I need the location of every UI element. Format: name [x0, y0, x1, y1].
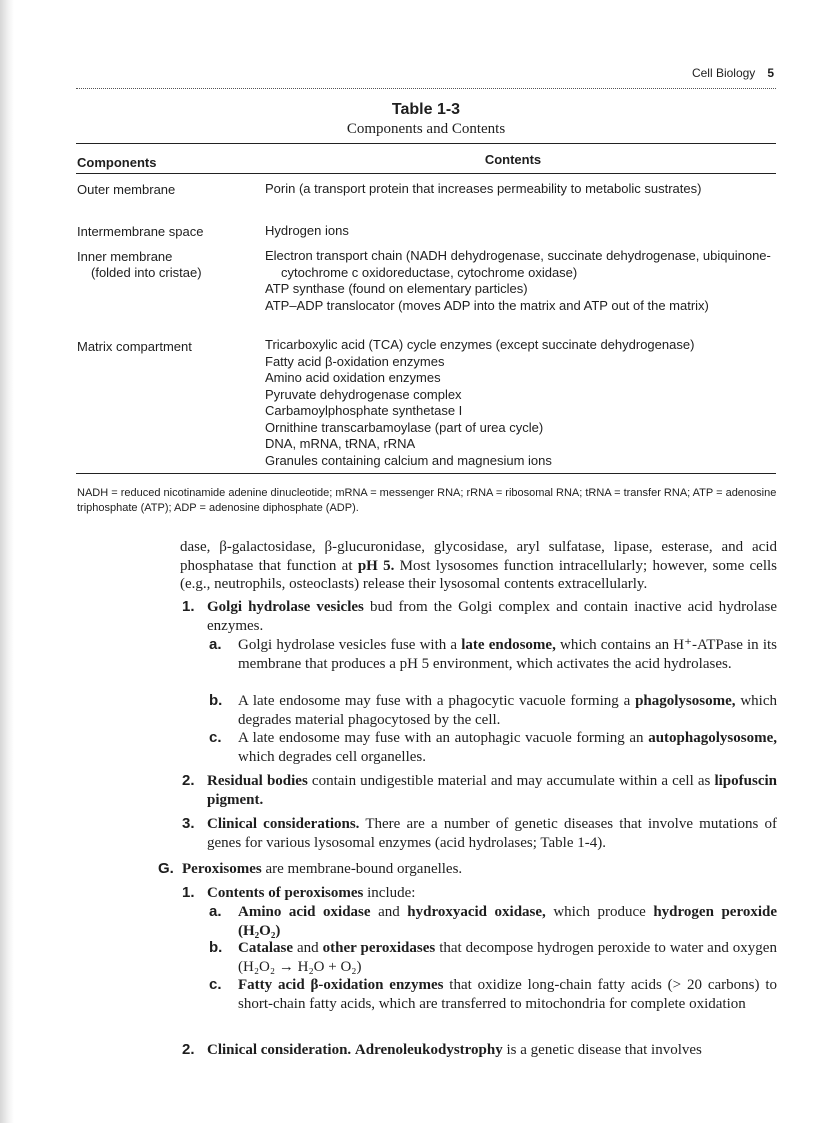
- table-header-rule: [76, 173, 776, 174]
- term: Adrenoleukodystrophy: [354, 1042, 503, 1058]
- list-label: 3.: [182, 815, 195, 832]
- term: late endosome,: [461, 637, 556, 653]
- component-name: Inner membrane: [77, 249, 173, 264]
- table-cell-item: Granules containing calcium and magnesium ions: [265, 452, 552, 468]
- list-text: There are a number of genetic diseases that involve mutations of genes for various lysosomal enzymes (acid hydrolases; Table 1-4).: [207, 816, 777, 851]
- table-cell-item: DNA, mRNA, tRNA, rRNA: [265, 436, 416, 451]
- term: Catalase: [238, 940, 293, 956]
- list-text: bud from the Golgi complex and contain inactive acid hydrolase enzymes.: [207, 599, 777, 634]
- intro-text-end: Most lysosomes function intracellularly; however, some cells (e.g., neutrophils, osteoclasts) release their lysosomal contents extracellularly.: [180, 557, 778, 592]
- intro-emphasis: pH 5.: [357, 557, 395, 574]
- table-row-contents: [265, 181, 777, 198]
- list-label: c.: [209, 729, 222, 746]
- list-item-g1a: [209, 903, 777, 940]
- header-rule: [76, 88, 776, 89]
- list-label: 2.: [182, 1041, 195, 1058]
- list-label: a.: [209, 903, 222, 920]
- term: autophagolysosome,: [648, 730, 777, 746]
- column-header-components: Components: [77, 155, 157, 170]
- running-title: Cell Biology: [691, 66, 756, 80]
- table-row-component: [77, 249, 257, 281]
- table-cell-item: Amino acid oxidation enzymes: [265, 370, 441, 385]
- table-cell-item: Tricarboxylic acid (TCA) cycle enzymes (except succinate dehydrogenase): [265, 337, 695, 352]
- table-cell-item: ATP–ADP translocator (moves ADP into the matrix and ATP out of the matrix): [265, 297, 709, 313]
- term: lipofuscin pigment.: [207, 773, 777, 808]
- list-item-g1c: [209, 976, 777, 1013]
- section-g: [158, 860, 777, 879]
- list-text: contain undigestible material and may accumulate within a cell as: [307, 773, 715, 789]
- term: Peroxisomes: [182, 861, 262, 877]
- term: other peroxidases: [322, 940, 436, 956]
- table-footnote: NADH = reduced nicotinamide adenine dinucleotide; mRNA = messenger RNA; rRNA = ribosomal RNA; tRNA = transfer RNA; ATP = adenosine triphosphate (ATP); ADP = adenosine diphosphate (ADP).: [77, 487, 777, 514]
- list-text: include:: [363, 885, 416, 901]
- running-head: [692, 66, 774, 80]
- term: Clinical considerations.: [207, 816, 360, 832]
- table-caption: Components and Contents: [346, 121, 506, 137]
- page-spine-shadow: [0, 0, 14, 1123]
- list-item-3: [182, 815, 777, 852]
- list-label: 2.: [182, 772, 195, 789]
- list-text: Golgi hydrolase vesicles fuse with a: [238, 637, 462, 653]
- list-text: which contains an H⁺-ATPase in its membrane that produces a pH 5 environment, which activates the acid hydrolases.: [238, 637, 778, 672]
- term: Amino acid oxidase: [238, 904, 371, 920]
- intro-paragraph: [180, 538, 777, 594]
- table-cell-item: Electron transport chain (NADH dehydrogenase, succinate dehydrogenase, ubiquinone-cytochrome c oxidoreductase, cytochrome oxidase): [265, 248, 771, 280]
- list-label: c.: [209, 976, 222, 993]
- table-cell-item: Pyruvate dehydrogenase complex: [265, 386, 462, 402]
- table-bottom-rule: [76, 473, 776, 474]
- column-header-contents: Contents: [484, 152, 542, 167]
- list-item-1b: [209, 692, 777, 729]
- list-item-g1: [182, 884, 777, 903]
- term: phagolysosome,: [635, 693, 736, 709]
- list-item-2: [182, 772, 777, 809]
- list-text: are membrane-bound organelles.: [261, 861, 463, 877]
- list-text: which degrades cell organelles.: [238, 748, 426, 765]
- term: hydrogen peroxide (H₂O₂): [238, 904, 777, 939]
- list-text: which degrades material phagocytosed by the cell.: [238, 693, 777, 728]
- table-row-component: Outer membrane: [77, 182, 176, 197]
- list-text: and: [370, 904, 408, 920]
- table-cell-item: ATP synthase (found on elementary particles): [265, 281, 528, 296]
- page-number: 5: [767, 66, 774, 80]
- section-label: G.: [158, 860, 174, 877]
- list-label: b.: [209, 692, 223, 709]
- intro-text: dase, β-galactosidase, β-glucuronidase, glycosidase, aryl sulfatase, lipase, esterase, and acid phosphatase that function at: [180, 539, 777, 574]
- list-item-1: [182, 598, 777, 635]
- list-label: 1.: [182, 598, 195, 615]
- list-label: a.: [209, 636, 222, 653]
- table-cell-item: Fatty acid β-oxidation enzymes: [265, 353, 445, 369]
- term: Clinical consideration.: [207, 1042, 352, 1058]
- table-number: Table 1-3: [391, 101, 461, 118]
- table-cell-item: Carbamoylphosphate synthetase I: [265, 403, 463, 418]
- term: Fatty acid β-oxidation enzymes: [238, 977, 444, 993]
- term: hydroxyacid oxidase,: [407, 904, 546, 920]
- table-cell-item: Porin (a transport protein that increases permeability to metabolic sustrates): [265, 181, 702, 196]
- list-label: b.: [209, 939, 223, 956]
- list-text: that decompose hydrogen peroxide to water and oxygen (H₂O₂ → H₂O + O₂): [238, 940, 777, 975]
- component-note: (folded into cristae): [91, 265, 202, 280]
- table-row-contents: [265, 337, 777, 469]
- list-text: that oxidize long-chain fatty acids (> 20 carbons) to short-chain fatty acids, which are transferred to mitochondria for complete oxidation: [238, 977, 777, 1012]
- list-text: is a genetic disease that involves: [502, 1042, 702, 1058]
- list-item-g1b: [209, 939, 777, 976]
- table-cell-item: Ornithine transcarbamoylase (part of urea cycle): [265, 419, 544, 435]
- term: Contents of peroxisomes: [207, 885, 364, 901]
- table-top-rule: [76, 143, 776, 144]
- table-row-component: Matrix compartment: [77, 339, 192, 354]
- list-text: which produce: [545, 904, 654, 920]
- term: Residual bodies: [207, 773, 308, 789]
- list-text: A late endosome may fuse with an autophagic vacuole forming an: [238, 730, 649, 746]
- table-row-contents: [265, 223, 777, 240]
- list-label: 1.: [182, 884, 195, 901]
- table-row-component: Intermembrane space: [77, 224, 204, 239]
- list-item-g2: [182, 1041, 777, 1060]
- table-cell-item: Hydrogen ions: [265, 223, 349, 238]
- list-item-1c: [209, 729, 777, 766]
- list-text: and: [293, 940, 323, 956]
- list-text: A late endosome may fuse with a phagocytic vacuole forming a: [238, 693, 636, 709]
- list-item-1a: [209, 636, 778, 673]
- term: Golgi hydrolase vesicles: [207, 599, 364, 615]
- table-row-contents: [265, 248, 777, 314]
